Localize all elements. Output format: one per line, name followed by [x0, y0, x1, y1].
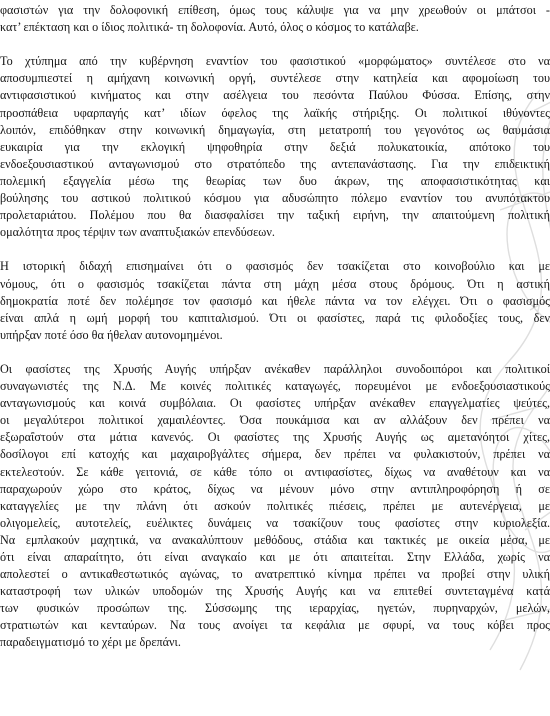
text-line: είναι απλά η ωμή μορφή του καπιταλισμού. Ότι οι φασίστες, παρά τις φιλοδοξίες τους, δεν	[0, 310, 550, 325]
text-line: Το χτύπημα από την κυβέρνηση εναντίον του φασιστικού «μορφώματος» συντέλεσε στο να	[0, 54, 550, 69]
text-line: ευκαιρία για την εκλογική ψηφοθηρία στην δεξιά πολυκατοικία, απότοκο του	[0, 139, 550, 154]
text-line: προσπάθεια υφαρπαγής κατ’ ιδίων όφελος της λαϊκής στήριξης. Οι πολιτικοί ιθύνοντες	[0, 105, 550, 120]
paragraph	[0, 53, 550, 241]
text-line: Η ιστορική διδαχή επισημαίνει ότι ο φασισμός δεν τσακίζεται στο κοινοβούλιο και με	[0, 259, 550, 274]
paragraph	[0, 258, 550, 343]
text-line: πολεμική εξαγγελία μέσω της θεωρίας των δυο άκρων, της αποφασιστικότητας και	[0, 173, 550, 188]
text-line: κατ’ επέκταση και ο ίδιος πολιτικά- τη δολοφονία. Αυτό, όλος ο κόσμος το κατάλαβε.	[0, 20, 419, 35]
article-body	[0, 2, 550, 669]
text-line: συναγωνιστές της Ν.Δ. Με κοινές πολιτικές καταγωγές, πορευμένοι με ενδοεξουσιαστικούς	[0, 379, 550, 394]
text-line: νόμους, ότι ο φασισμός τσακίζεται πάντα στη μάχη μέσα στους δρόμους. Ότι η αστική	[0, 276, 550, 291]
text-line: παραδειγματισμό το χέρι με δρεπάνι.	[0, 635, 181, 650]
text-line: βούλησης του αστικού πολιτικού κόσμου για αδυσώπητο πόλεμο εναντίον του ανυπότακτου	[0, 191, 550, 206]
text-line: ολιγομελείς, αυτοτελείς, ευέλικτες δυνάμεις να τσακίζουν τους φασίστες στην κυριολεξία.	[0, 515, 550, 530]
text-line: αποσυμπιεστεί η αμήχανη κοινωνική οργή, συντέλεσε στην κατηλεία και αφομοίωση του	[0, 71, 550, 86]
text-line: δοσίλογοι επί κατοχής και μαχαιροβγάλτες σήμερα, δεν πρέπει να φυλακιστούν, πρέπει να	[0, 447, 550, 462]
text-line: αντιφασιστικού κινήματος και στην ασέλγεια του πεσόντα Παύλου Φύσσα. Επίσης, στην	[0, 88, 550, 103]
text-line: φασιστών για την δολοφονική επίθεση, όμως τους κάλυψε για να μην χρεωθούν οι μπάτσοι -	[0, 3, 550, 17]
text-line: καταστροφή των υλικών υποδομών της Χρυσής Αυγής και να επιτεθεί συντεταγμένα κατά	[0, 584, 550, 599]
text-line: λοιπόν, επιδόθηκαν στην κοινωνική δημαγωγία, στη μετατροπή του γεγονότος ως θαυμάσια	[0, 122, 550, 137]
text-line: οι μεγαλύτεροι πολιτικοί χαμαιλέοντες. Όσα πουκάμισα και αν αλλάξουν δεν πρέπει να	[0, 413, 550, 428]
text-line: ομαλότητα προς τέρψιν των αναπτυξιακών επενδύσεων.	[0, 225, 275, 240]
text-line: Να εμπλακούν μαχητικά, να ανακαλύπτουν μεθόδους, στάδια και τακτικές με οικεία μέσα, με	[0, 532, 550, 547]
text-line: των φυσικών προσώπων της. Σύσσωμης της ιεραρχίας, ηγετών, πυρηναρχών, μελών,	[0, 601, 550, 616]
text-line: εκτελεστούν. Σε κάθε γειτονιά, σε κάθε τόπο οι αντιφασίστες, δίχως να αναθέτουν και να	[0, 464, 550, 479]
text-line: στρατιωτών και κενταύρων. Να τους ανοίγει τα κεφάλια με σφυρί, να τους κόβει προς	[0, 618, 550, 633]
text-line: παραχωρούν χώρο στο κράτος, δίχως να μένουν μόνο στην αντιπληροφόρηση ή σε	[0, 481, 550, 496]
text-line: προλεταριάτου. Πολέμου που θα διασφαλίσει την ταξική ειρήνη, την απαιτούμενη πολιτική	[0, 208, 550, 223]
text-line: ανταγωνισμούς και κοινά συμβόλαια. Οι φασίστες υπήρξαν ανέκαθεν επαγγελματίες ψεύτες,	[0, 396, 550, 411]
text-line: Οι φασίστες της Χρυσής Αυγής υπήρξαν ανέκαθεν παράλληλοι συνοδοιπόροι και πολιτικοί	[0, 361, 550, 376]
text-line: ότι είναι απαραίτητο, ότι είναι αναγκαίο και με ότι απαιτείται. Στην Ελλάδα, χωρίς να	[0, 550, 550, 564]
text-line: υπήρξαν ποτέ όσο θα ήθελαν αυτονομημένοι.	[0, 327, 223, 342]
text-line: δημοκρατία ποτέ δεν πολέμησε τον φασισμό και ήθελε πάντα να τον ελέγχει. Ότι ο φασισμός	[0, 293, 550, 308]
text-line: εξωραΐστούν στα μάτια κανενός. Οι φασίστες της Χρυσής Αυγής ως αμετανόητοι χίτες,	[0, 430, 550, 445]
paragraph	[0, 361, 550, 652]
text-line: καταγγελίες με την πλάνη ότι ασκούν πολιτικές πιέσεις, πρέπει με αυτενέργεια, με	[0, 498, 550, 513]
paragraph	[0, 2, 550, 36]
text-line: ενδοεξουσιαστικού ανταγωνισμού στο στρατόπεδο της αντεπανάστασης. Για την επιδεικτική	[0, 156, 550, 171]
text-line: απολεστεί ο αντικαθεστωτικός αγώνας, το ανατρεπτικό κίνημα πρέπει να προβεί στην υλική	[0, 567, 550, 582]
